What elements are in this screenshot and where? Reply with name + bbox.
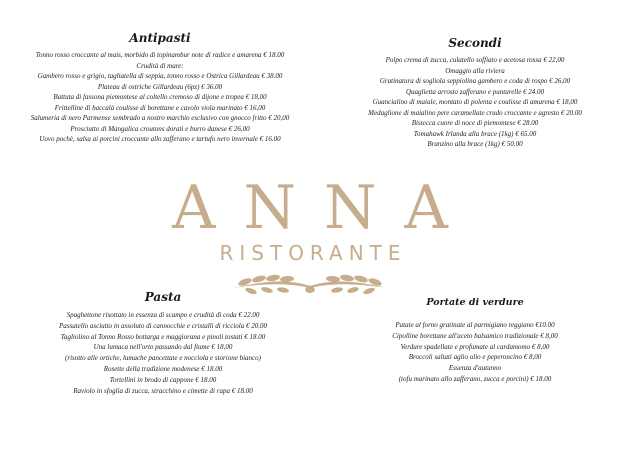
menu-item: Guancialino di maiale, montato di polenta e coulisse di amarena € 18,00 bbox=[372, 98, 578, 106]
menu-item: Spaghettone risottato in essenza di scampo e crudità di coda € 22.00 bbox=[66, 311, 260, 319]
logo-name: ANNA bbox=[172, 173, 476, 243]
secondi-section bbox=[322, 36, 628, 150]
menu-item: Plateau di ostriche Gillardeau (6pz) € 36.00 bbox=[97, 82, 223, 91]
menu-item: Gambero rosso e grigio, tagliatella di seppia, tonno rosso e Ostrica Gillardeau € 38.00 bbox=[37, 72, 283, 80]
menu-item: Rosette della tradizione modenese € 18.00 bbox=[103, 364, 223, 373]
menu-item: Battuta di fassona piemontese al coltello cremoso di dijone e tropea € 18,00 bbox=[53, 93, 267, 101]
pasta-heading: Pasta bbox=[144, 290, 182, 304]
menu-item: Branzino alla brace (1kg) € 50.00 bbox=[427, 140, 523, 148]
menu-item: Quaglietta arrosto zafferano e puntarelle € 24.00 bbox=[405, 87, 545, 96]
menu-item: Essenza d'autunno bbox=[448, 364, 502, 373]
verdure-section bbox=[322, 297, 628, 385]
menu-item: Salumeria di nero Parmense sembrado a nostro marchio esclusivo con gnocco fritto € 20,00 bbox=[30, 114, 290, 122]
menu-item: Frittelline di baccalà coulisse di borettane e cavolo viola marinato € 16,00 bbox=[54, 103, 266, 112]
menu-item: Gratinatura di sogliola seppiolina gambero e coda di rospo € 26,00 bbox=[379, 77, 571, 85]
menu-item: Patate al forno gratinate al parmigiano reggiano €10.00 bbox=[395, 321, 555, 329]
menu-item: Crudità di mare: bbox=[136, 61, 184, 70]
antipasti-heading: Antipasti bbox=[129, 31, 191, 45]
menu-item: Tortellini in brodo di cappone € 18.00 bbox=[109, 375, 217, 384]
verdure-heading: Portate di verdure bbox=[426, 297, 524, 308]
menu-item: Verdure spadellate e profumate al cardamomo € 8,00 bbox=[400, 342, 550, 351]
restaurant-logo bbox=[140, 173, 480, 300]
menu-item: Polpo crema di zucca, culatello soffiato e acetosa rossa € 22,00 bbox=[385, 56, 565, 64]
secondi-heading: Secondi bbox=[448, 36, 502, 50]
menu-item: Prosciutto di Mangalica croutons dorati e burro danese € 26,00 bbox=[70, 124, 250, 133]
pasta-section bbox=[18, 290, 308, 396]
antipasti-section bbox=[10, 31, 310, 145]
antipasti-list bbox=[10, 50, 310, 145]
menu-item: Uovo pochè, salsa ai porcini croccante allo zafferano e tartufo nero invernale € 16.00 bbox=[39, 135, 281, 143]
menu-item: Cipolline borettane all'aceto balsamico tradizionale € 8,00 bbox=[392, 331, 558, 340]
verdure-list bbox=[322, 320, 628, 385]
menu-item: Tonno rosso croccante al mais, morbido di topinambur note di radice e amarena € 18.00 bbox=[35, 51, 285, 59]
menu-item: Broccoli saltati aglio olio e peperoncino € 8,00 bbox=[408, 353, 542, 362]
menu-item: Omaggio alla riviera bbox=[445, 66, 505, 75]
menu-item: Raviolo in sfoglia di zucca, stracchino e cimette di rapa € 18.00 bbox=[73, 386, 253, 395]
menu-item: Una lumaca nell'orto passando dal fiume € 18,00 bbox=[93, 343, 233, 352]
secondi-list bbox=[322, 55, 628, 150]
pasta-list bbox=[18, 310, 308, 396]
menu-item: Tagliolino al Tonno Rosso bottarga e maggiorana e pinoli tostati € 18.00 bbox=[60, 332, 266, 341]
menu-item: Medaglione di maialino pere caramellate crudo croccante e agresto € 20.00 bbox=[368, 108, 582, 117]
logo-subtitle: RISTORANTE bbox=[219, 241, 407, 265]
menu-item: Bistecca cuore di noce di piemontese € 28.00 bbox=[411, 119, 539, 127]
menu-item: Passatello asciutto in assoluto di cannocchie e cristalli di ricciola € 20.00 bbox=[58, 321, 268, 330]
menu-item: Tomahawk Irlanda alla brace (1kg) € 65.00 bbox=[413, 129, 537, 138]
menu-item: (risotto alle ortiche, lumache pancettate e nocciola e storione bianco) bbox=[65, 354, 261, 363]
menu-item: (tofu marinato allo zafferano, zucca e porcini) € 18.00 bbox=[398, 374, 552, 383]
